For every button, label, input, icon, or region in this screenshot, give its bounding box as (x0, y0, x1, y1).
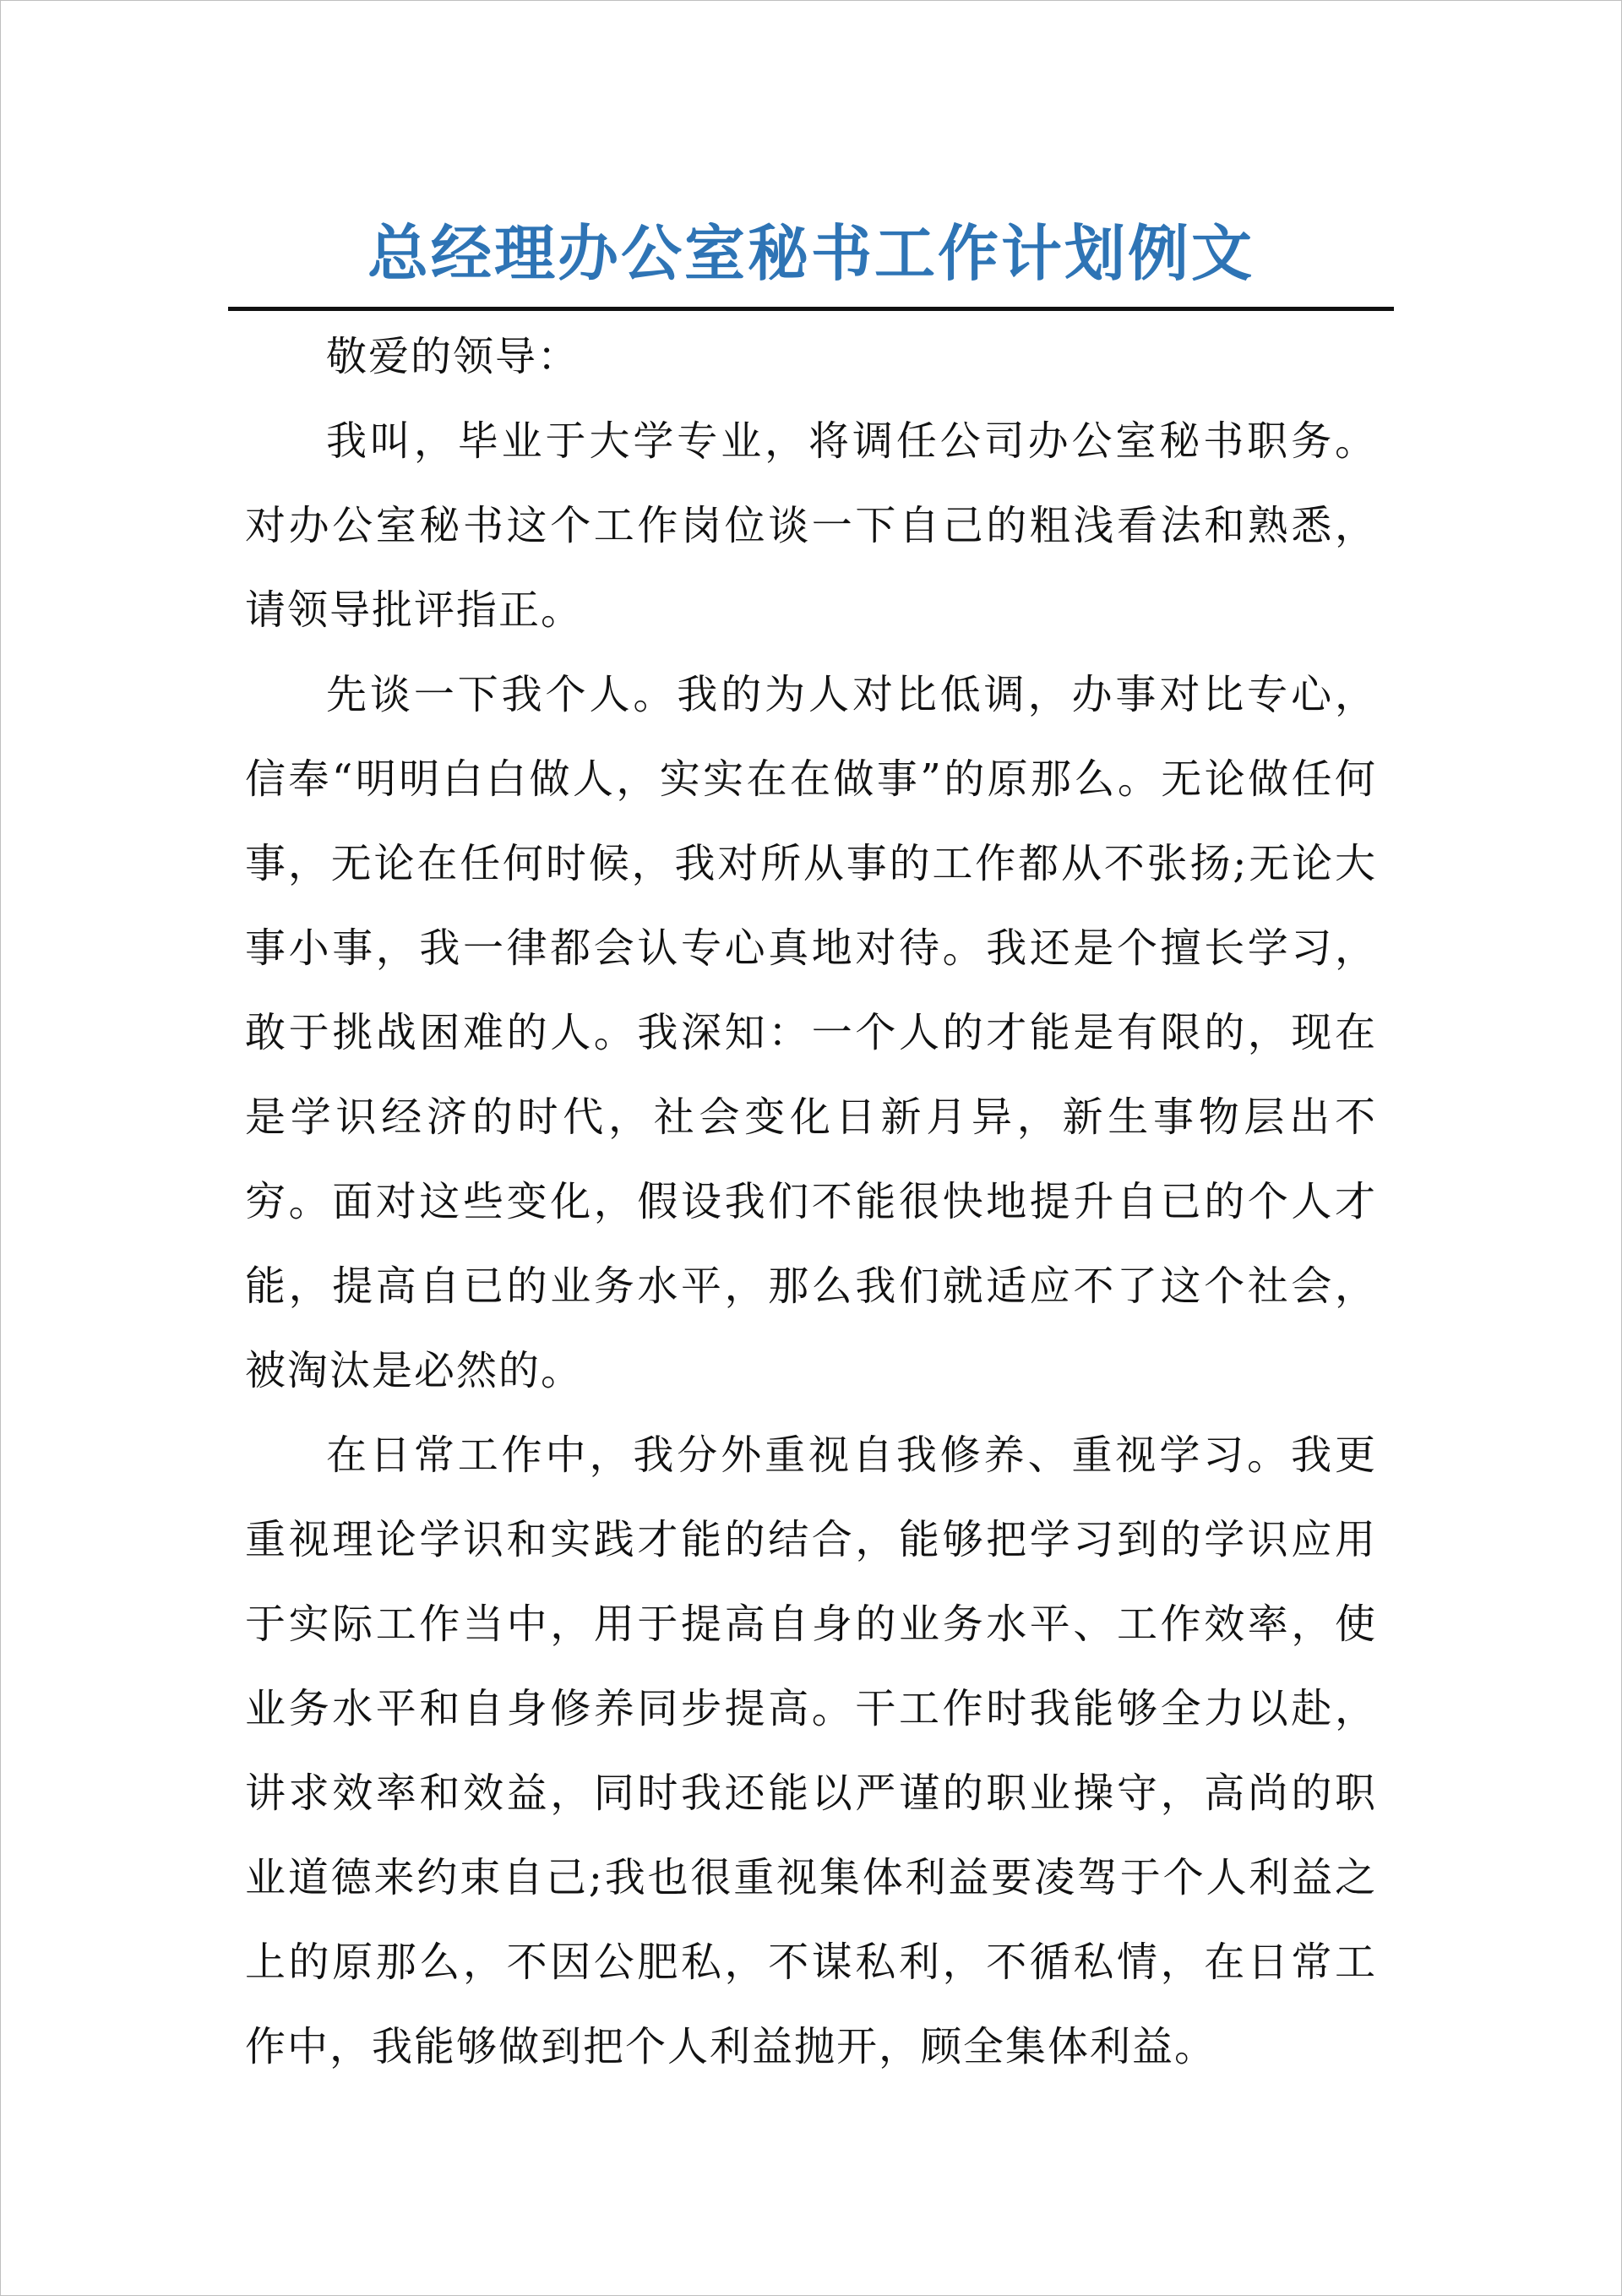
introduction-paragraph: 我叫，毕业于大学专业，将调任公司办公室秘书职务。对办公室秘书这个工作岗位谈一下自己的粗浅看法和熟悉，请领导批评指正。 (245, 417, 1377, 634)
daily-work-paragraph: 在日常工作中，我分外重视自我修养、重视学习。我更重视理论学识和实践才能的结合，能够把学习到的学识应用于实际工作当中，用于提高自身的业务水平、工作效率，使业务水平和自身修养同步提高。干工作时我能够全力以赴，讲求效率和效益，同时我还能以严谨的职业操守，高尚的职业道德来约束自己;我也很重视集体利益要凌驾于个人利益之上的原那么，不因公肥私，不谋私利，不循私情，在日常工作中，我能够做到把个人利益抛开，顾全集体利益。 (245, 1432, 1377, 2070)
salutation-paragraph: 敬爱的领导： (326, 333, 580, 380)
personal-character-paragraph: 先谈一下我个人。我的为人对比低调，办事对比专心，信奉“明明白白做人，实实在在做事”的原那么。无论做任何事，无论在任何时候，我对所从事的工作都从不张扬;无论大事小事，我一律都会认专心真地对待。我还是个擅长学习，敢于挑战困难的人。我深知：一个人的才能是有限的，现在是学识经济的时代，社会变化日新月异，新生事物层出不穷。面对这些变化，假设我们不能很快地提升自已的个人才能，提高自已的业务水平，那么我们就适应不了这个社会，被淘汰是必然的。 (245, 671, 1377, 1394)
document-title: 总经理办公室秘书工作计划例文 (367, 217, 1255, 289)
title-underline (228, 307, 1394, 311)
document-body (245, 314, 1377, 2089)
